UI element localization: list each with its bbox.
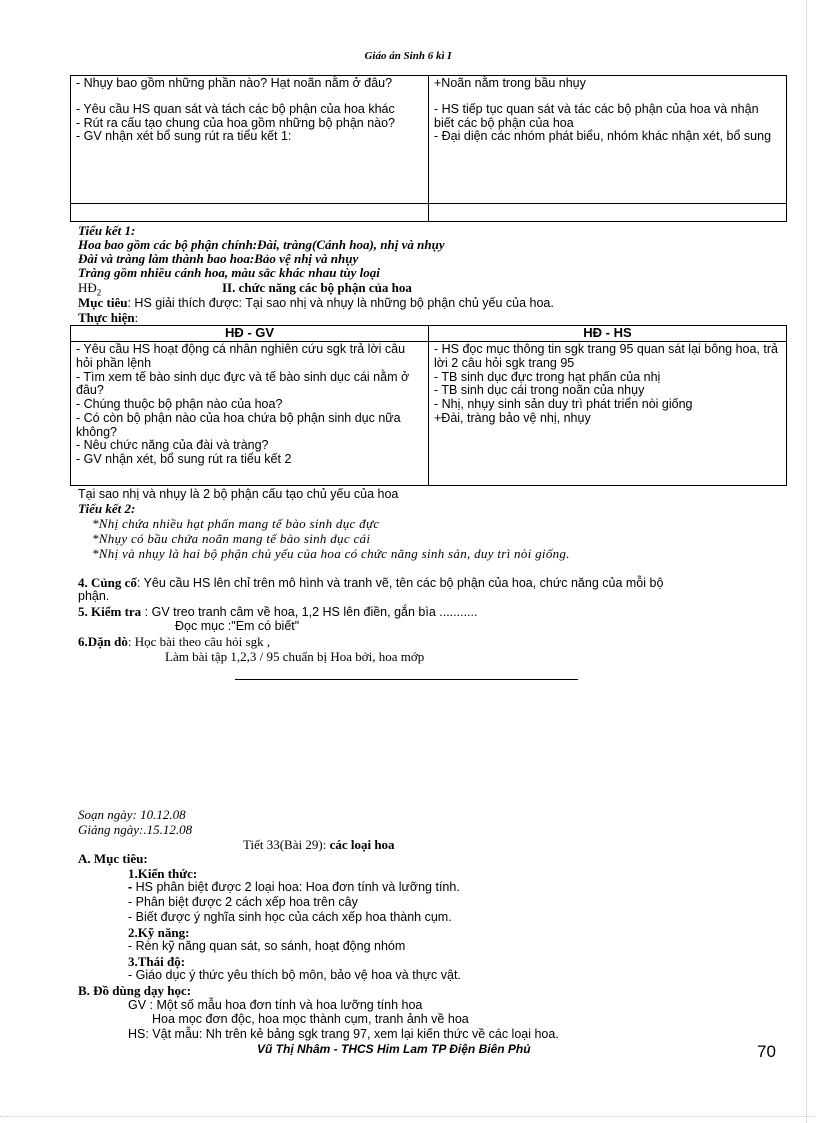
activity2-label: $HĐ_2$ bbox=[78, 280, 102, 298]
knowledge-item: - Biết được ý nghĩa sinh học của cách xếp hoa thành cụm. bbox=[128, 910, 452, 924]
consolidate-line: 4. Củng cố: Yêu cầu HS lên chỉ trên mô hình và tranh vẽ, tên các bộ phận của hoa, chức năng của mỗi bộ bbox=[78, 575, 664, 590]
knowledge-heading: 1.Kiến thức: bbox=[128, 866, 198, 881]
summary2-line: *Nhụy có bầu chứa noãn mang tế bào sinh dục cái bbox=[92, 531, 371, 546]
teacher-materials-2: Hoa mọc đơn độc, hoa mọc thành cụm, tranh ảnh về hoa bbox=[152, 1012, 469, 1026]
objectives-heading: A. Mục tiêu: bbox=[78, 851, 148, 866]
knowledge-item: - HS phân biệt được 2 loại hoa: Hoa đơn tính và lưỡng tính. bbox=[128, 880, 460, 894]
summary2-line: *Nhị chứa nhiều hạt phấn mang tế bào sinh dục đực bbox=[92, 516, 380, 531]
table1-teacher-cell: - Nhụy bao gồm những phần nào? Hạt noãn nằm ở đâu? - Yêu cầu HS quan sát và tách các bộ phận của hoa khác - Rút ra cấu tạo chung của hoa gồm những bộ phận nào? - GV nhận xét bổ sung rút ra tiểu kết 1: bbox=[71, 76, 429, 204]
footer-author: Vũ Thị Nhâm - THCS Him Lam TP Điện Biên Phủ bbox=[257, 1042, 531, 1056]
materials-heading: B. Đồ dùng dạy học: bbox=[78, 983, 192, 998]
summary1-title: Tiểu kết 1: bbox=[78, 223, 136, 238]
student-materials: HS: Vật mẫu: Nh trên kẻ bảng sgk trang 97, xem lại kiến thức về các loại hoa. bbox=[128, 1027, 559, 1041]
activity2-section-title: II. chức năng các bộ phận của hoa bbox=[222, 280, 412, 295]
skills-heading: 2.Kỹ năng: bbox=[128, 925, 190, 940]
check-line: 5. Kiểm tra : GV treo tranh câm về hoa, 1,2 HS lên điền, gắn bìa ........... bbox=[78, 604, 478, 619]
summary1-line: Tràng gồm nhiều cánh hoa, màu sắc khác nhau tùy loại bbox=[78, 265, 380, 280]
teacher-materials: GV : Một số mẫu hoa đơn tính và hoa lưỡng tính hoa bbox=[128, 998, 423, 1012]
table2-header-teacher: HĐ - GV bbox=[71, 326, 429, 342]
attitude-heading: 3.Thái độ: bbox=[128, 954, 186, 969]
summary1-line: Đài và tràng làm thành bao hoa:Bảo vệ nhị và nhụy bbox=[78, 251, 359, 266]
page-number: 70 bbox=[757, 1042, 776, 1061]
page-right-border bbox=[806, 0, 807, 1123]
check-line-2: Đọc mục :"Em có biết" bbox=[175, 619, 300, 633]
teach-date: Giảng ngày:.15.12.08 bbox=[78, 822, 193, 837]
page-bottom-border bbox=[0, 1116, 816, 1117]
table1-empty-cell bbox=[429, 204, 787, 222]
prep-date: Soạn ngày: 10.12.08 bbox=[78, 807, 186, 822]
skills-item: - Rèn kỹ năng quan sát, so sánh, hoạt động nhóm bbox=[128, 939, 406, 953]
page-header: Giáo án Sinh 6 kì I bbox=[364, 50, 452, 62]
activity2-method: Thực hiện: bbox=[78, 310, 139, 325]
lesson-title: Tiết 33(Bài 29): các loại hoa bbox=[243, 837, 395, 852]
activity-table-2 bbox=[70, 325, 787, 486]
table1-empty-cell bbox=[71, 204, 429, 222]
table2-student-cell: - HS đọc mục thông tin sgk trang 95 quan sát lại bông hoa, trả lời 2 câu hỏi sgk trang 95 - TB sinh dục đực trong hạt phấn của nhị - TB sinh dục cái trong noãn của nhụy - Nhị, nhụy sinh sản duy trì phát triển nòi giống +Đài, tràng bảo vệ nhị, nhụy bbox=[429, 342, 787, 486]
table2-teacher-cell: - Yêu cầu HS hoạt động cá nhân nghiên cứu sgk trả lời câu hỏi phần lệnh - Tìm xem tế bào sinh dục đực và tế bào sinh dục cái nằm ở đâu? - Chúng thuộc bộ phận nào của hoa? - Có còn bộ phận nào của hoa chứa bộ phận sinh dục nữa không? - Nêu chức năng của đài và tràng? - GV nhận xét, bổ sung rút ra tiểu kết 2 bbox=[71, 342, 429, 486]
summary2-line: *Nhị và nhụy là hai bộ phận chủ yếu của hoa có chức năng sinh sản, duy trì nòi giống. bbox=[92, 546, 570, 561]
activity2-goal: Mục tiêu: HS giải thích được: Tại sao nhị và nhụy là những bộ phận chủ yếu của hoa. bbox=[78, 295, 554, 310]
table1-student-cell: +Noãn nằm trong bầu nhụy - HS tiếp tục quan sát và tác các bộ phận của hoa và nhận biết các bộ phận của hoa - Đại diện các nhóm phát biểu, nhóm khác nhận xét, bổ sung bbox=[429, 76, 787, 204]
homework-line: 6.Dặn dò: Học bài theo câu hỏi sgk , bbox=[78, 634, 271, 649]
question-line: Tại sao nhị và nhụy là 2 bộ phận cấu tạo chủ yếu của hoa bbox=[78, 487, 399, 501]
attitude-item: - Giáo dục ý thức yêu thích bộ môn, bảo vệ hoa và thực vật. bbox=[128, 968, 461, 982]
activity-table-1 bbox=[70, 75, 787, 222]
consolidate-line-2: phận. bbox=[78, 589, 110, 603]
separator-line bbox=[235, 679, 578, 680]
summary1-line: Hoa bao gồm các bộ phận chính:Đài, tràng(Cánh hoa), nhị và nhụy bbox=[78, 237, 445, 252]
table2-header-student: HĐ - HS bbox=[429, 326, 787, 342]
homework-line-2: Làm bài tập 1,2,3 / 95 chuẩn bị Hoa bởi, hoa mớp bbox=[165, 649, 425, 664]
knowledge-item: - Phân biệt được 2 cách xếp hoa trên cây bbox=[128, 895, 358, 909]
summary2-title: Tiểu kết 2: bbox=[78, 501, 136, 516]
